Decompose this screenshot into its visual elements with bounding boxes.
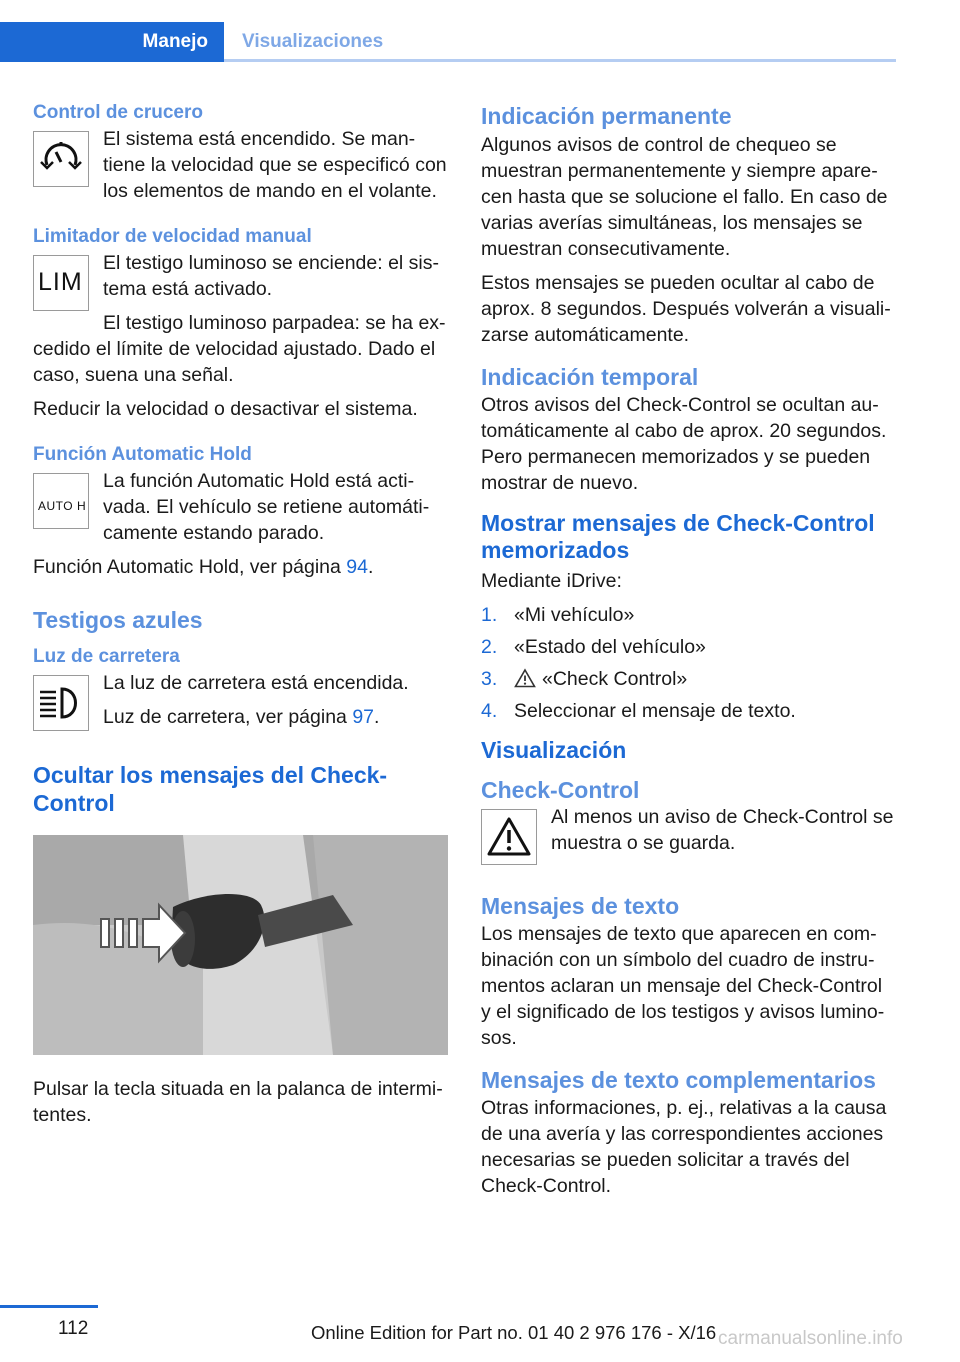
limiter-text-2: El testigo luminoso parpadea: se ha excedido el límite de velocidad ajustado. Dado el caso, suena una señal. [33,312,446,386]
step-item-2: 2. «Estado del vehículo» [481,636,706,658]
high-beam-heading: Luz de carretera [33,646,180,667]
permanent-indication-text-1: Algunos avisos de control de chequeo se muestran permanentemente y siempre aparecen hasta que se solucione el fallo. En caso de varias averías simultáneas, los mensajes se muestran consecutivamente. [481,134,888,260]
high-beam-reference: Luz de carretera, ver página 97. [103,706,380,728]
limiter-text-1: El testigo luminoso se enciende: el sistema está activado. [103,252,440,300]
footer-rule [0,1305,98,1308]
page-number: 112 [58,1318,89,1339]
show-stored-messages-intro: Mediante iDrive: [481,570,622,592]
check-control-heading: Check-Control [481,777,640,803]
automatic-hold-heading: Función Automatic Hold [33,444,252,465]
header-tabs [0,22,896,62]
page-link-94[interactable]: 94 [346,556,368,578]
lim-icon: LIM [33,255,89,311]
turn-signal-lever-photo [33,835,448,1055]
temporary-indication-text: Otros avisos del Check-Control se ocultan automáticamente al cabo de aprox. 20 segundos. Pero permanecen memorizados y se pueden mostrar de nuevo. [481,394,887,494]
page-link-97[interactable]: 97 [352,706,375,728]
idrive-steps [481,602,896,730]
show-stored-messages-heading: Mostrar mensajes de Check-Control memorizados [481,510,875,563]
warning-icon [514,668,536,688]
step-item-3: 3. «Check Control» [481,668,688,690]
permanent-indication-heading: Indicación permanente [481,103,732,129]
visualization-heading: Visualización [481,737,627,763]
hide-check-control-heading: Ocultar los mensajes del Check-Control [33,762,388,816]
automatic-hold-reference: Función Automatic Hold, ver página 94. [33,556,374,578]
automatic-hold-text: La función Automatic Hold está activada. El vehículo se retiene automáticamente estando parado. [103,470,430,544]
step-item-1: 1. «Mi vehículo» [481,604,635,626]
edition-text: Online Edition for Part no. 01 40 2 976 176 - X/16 [311,1322,717,1343]
cruise-control-heading: Control de crucero [33,102,203,123]
watermark: carmanualsonline.info [718,1328,903,1349]
high-beam-icon [33,675,89,731]
check-control-warning-icon [481,809,537,865]
check-control-text: Al menos un aviso de Check-Control se muestra o se guarda. [551,806,894,854]
hide-check-control-text: Pulsar la tecla situada en la palanca de intermitentes. [33,1078,443,1126]
text-messages-heading: Mensajes de texto [481,893,680,919]
limiter-text-3: Reducir la velocidad o desactivar el sistema. [33,398,418,420]
supplementary-messages-heading: Mensajes de texto complementarios [481,1067,876,1093]
temporary-indication-heading: Indicación temporal [481,364,699,390]
right-column [481,100,896,1199]
tab-visualizaciones[interactable]: Visualizaciones [224,22,896,62]
auto-hold-icon: AUTO H [33,473,89,529]
supplementary-messages-text: Otras informaciones, p. ej., relativas a la causa de una avería y las correspondientes acciones necesarias se pueden solicitar a través del Check-Control. [481,1097,887,1197]
permanent-indication-text-2: Estos mensajes se pueden ocultar al cabo de aprox. 8 segundos. Después volverán a visualizarse automáticamente. [481,272,891,346]
left-column [33,100,448,1128]
blue-indicators-heading: Testigos azules [33,607,203,633]
speed-limiter-heading: Limitador de velocidad manual [33,226,312,247]
step-item-4: 4. Seleccionar el mensaje de texto. [481,700,796,722]
text-messages-text: Los mensajes de texto que aparecen en combinación con un símbolo del cuadro de instrumentos aclaran un mensaje del Check-Control y el significado de los testigos y avisos luminosos. [481,923,885,1049]
tab-manejo[interactable]: Manejo [0,22,224,62]
cruise-control-text: El sistema está encendido. Se mantiene la velocidad que se especificó con los elementos de mando en el volante. [103,128,447,202]
high-beam-text: La luz de carretera está encendida. [103,672,409,694]
cruise-control-icon [33,131,89,187]
tab-underline [224,59,896,62]
